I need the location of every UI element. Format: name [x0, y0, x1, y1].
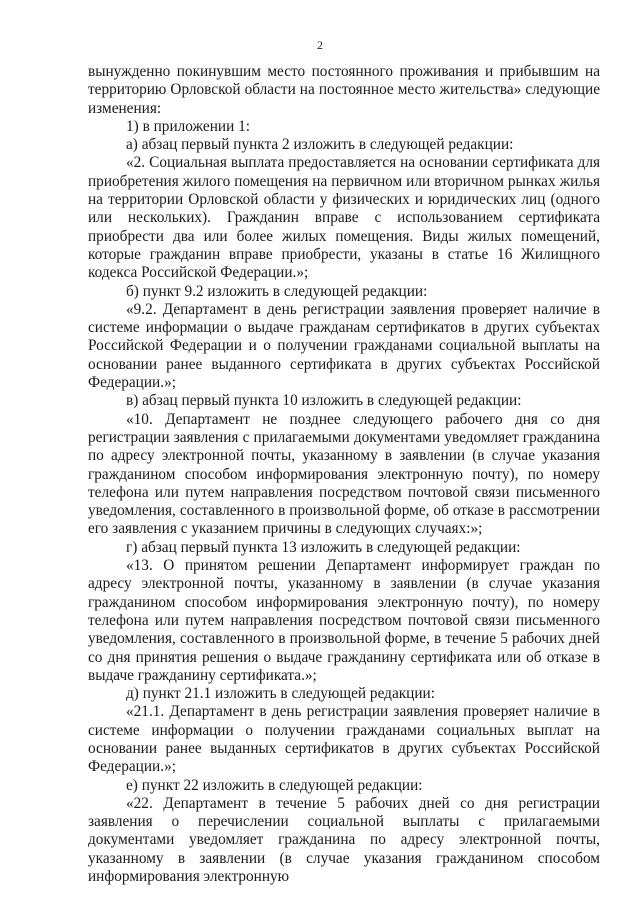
- paragraph: «22. Департамент в течение 5 рабочих дней со дня регистрации заявления о перечислении социальной выплаты с прилагаемыми документами уведомляет гражданина по адресу электронной почты, указанному в заявлении (в случае указания гражданином способом информирования электронную: [88, 794, 600, 886]
- paragraph: «9.2. Департамент в день регистрации заявления проверяет наличие в системе информации о выдаче гражданам сертификатов в других субъектах Российской Федерации и о получении гражданами социальной выплаты на основании ранее выданного сертификата в других субъектах Российской Федерации.»;: [88, 300, 600, 392]
- paragraph: «10. Департамент не позднее следующего рабочего дня со дня регистрации заявления с прилагаемыми документами уведомляет гражданина по адресу электронной почты, указанному в заявлении (в случае указания гражданином способом информирования электронную почту), по номеру телефона или путем направления посредством почтовой связи письменного уведомления, составленного в произвольной форме, об отказе в рассмотрении его заявления с указанием причины в следующих случаях:»;: [88, 410, 600, 538]
- paragraph: «13. О принятом решении Департамент информирует граждан по адресу электронной почты, указанному в заявлении (в случае указания гражданином способом информирования электронную почту), по номеру телефона или путем направления посредством почтовой связи письменного уведомления, составленного в произвольной форме, в течение 5 рабочих дней со дня принятия решения о выдаче гражданину сертификата или об отказе в выдаче гражданину сертификата.»;: [88, 557, 600, 684]
- paragraph: 1) в приложении 1:: [126, 117, 250, 135]
- paragraph: в) абзац первый пункта 10 изложить в следующей редакции:: [126, 392, 522, 410]
- paragraph: «21.1. Департамент в день регистрации заявления проверяет наличие в системе информации о получении гражданами социальных выплат на основании ранее выданных сертификатов в других субъектах Российской Федерации.»;: [88, 703, 600, 776]
- paragraph: «2. Социальная выплата предоставляется на основании сертификата для приобретения жилого помещения на первичном или вторичном рынках жилья на территории Орловской области у физических и юридических лиц (одного или нескольких). Гражданин вправе с использованием сертификата приобрести два или более жилых помещения. Виды жилых помещений, которые гражданин вправе приобрести, указаны в статье 16 Жилищного кодекса Российской Федерации.»;: [88, 154, 600, 282]
- page-number: 2: [317, 38, 323, 52]
- paragraph: б) пункт 9.2 изложить в следующей редакции:: [126, 282, 428, 300]
- document-body: [88, 63, 600, 886]
- paragraph: е) пункт 22 изложить в следующей редакции:: [126, 776, 423, 794]
- paragraph: г) абзац первый пункта 13 изложить в следующей редакции:: [126, 538, 521, 556]
- paragraph: д) пункт 21.1 изложить в следующей редакции:: [126, 685, 435, 703]
- paragraph: а) абзац первый пункта 2 изложить в следующей редакции:: [126, 136, 514, 154]
- paragraph: вынужденно покинувшим место постоянного проживания и прибывшим на территорию Орловской области на постоянное место жительства» следующие изменения:: [88, 63, 600, 117]
